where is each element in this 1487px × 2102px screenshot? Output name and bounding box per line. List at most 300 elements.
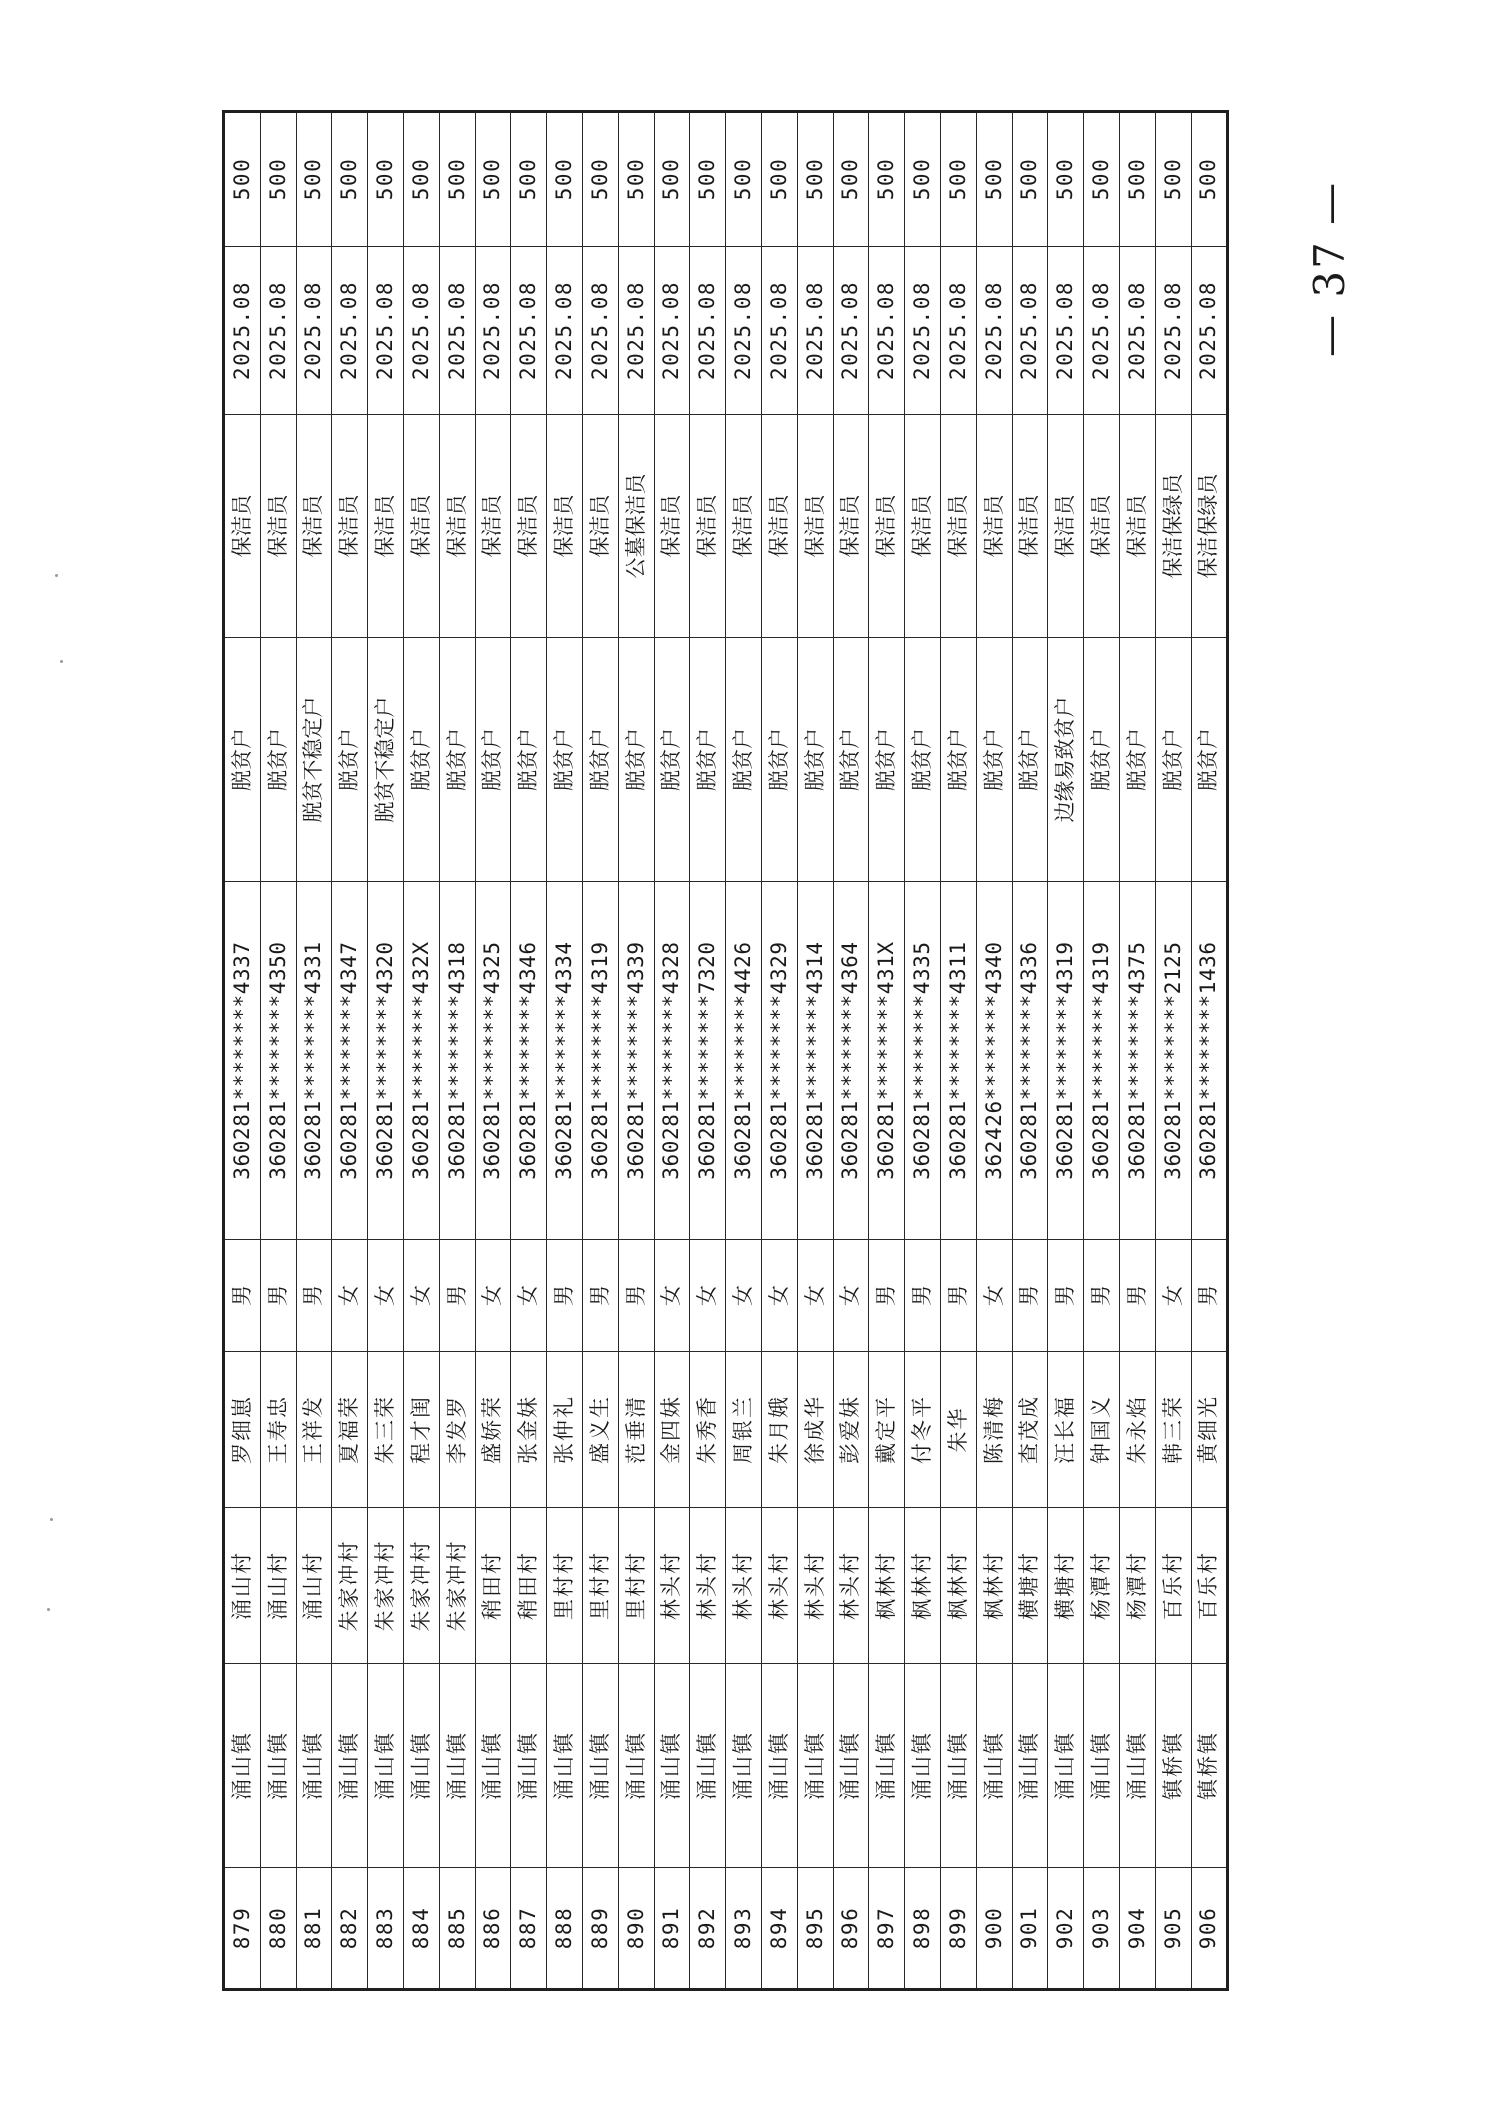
- post-cell: 保洁员: [1048, 415, 1084, 638]
- village-cell: 稍田村: [511, 1508, 547, 1664]
- town-cell: 涌山镇: [582, 1664, 618, 1868]
- town-cell: 涌山镇: [1119, 1664, 1155, 1868]
- scan-speck: [50, 1518, 53, 1521]
- amount-cell: 500: [439, 112, 475, 247]
- amount-cell: 500: [654, 112, 690, 247]
- name-cell: 朱秀香: [690, 1352, 726, 1508]
- date-cell: 2025.08: [1012, 247, 1048, 415]
- roster-body: [224, 112, 1228, 1990]
- town-cell: 涌山镇: [833, 1664, 869, 1868]
- town-cell: 涌山镇: [761, 1664, 797, 1868]
- post-cell: 保洁员: [654, 415, 690, 638]
- gender-cell: 女: [368, 1240, 404, 1352]
- town-cell: 涌山镇: [976, 1664, 1012, 1868]
- gender-cell: 女: [332, 1240, 368, 1352]
- household-category-cell: 脱贫户: [905, 638, 941, 882]
- village-cell: 林头村: [654, 1508, 690, 1664]
- household-category-cell: 脱贫户: [403, 638, 439, 882]
- date-cell: 2025.08: [690, 247, 726, 415]
- post-cell: 保洁员: [296, 415, 332, 638]
- town-cell: 涌山镇: [690, 1664, 726, 1868]
- town-cell: 涌山镇: [1048, 1664, 1084, 1868]
- table-row: [260, 112, 296, 1990]
- household-category-cell: 脱贫户: [726, 638, 762, 882]
- date-cell: 2025.08: [332, 247, 368, 415]
- date-cell: 2025.08: [1155, 247, 1191, 415]
- table-row: [797, 112, 833, 1990]
- row-number: 901: [1012, 1868, 1048, 1990]
- village-cell: 稍田村: [475, 1508, 511, 1664]
- table-row: [1119, 112, 1155, 1990]
- row-number: 895: [797, 1868, 833, 1990]
- amount-cell: 500: [260, 112, 296, 247]
- village-cell: 涌山村: [224, 1508, 261, 1664]
- date-cell: 2025.08: [1048, 247, 1084, 415]
- row-number: 906: [1191, 1868, 1228, 1990]
- town-cell: 涌山镇: [940, 1664, 976, 1868]
- village-cell: 杨潭村: [1084, 1508, 1120, 1664]
- id-number-cell: 360281********432X: [403, 882, 439, 1240]
- post-cell: 保洁员: [260, 415, 296, 638]
- name-cell: 彭爱妹: [833, 1352, 869, 1508]
- post-cell: 保洁员: [869, 415, 905, 638]
- town-cell: 涌山镇: [439, 1664, 475, 1868]
- id-number-cell: 360281********4319: [1048, 882, 1084, 1240]
- amount-cell: 500: [797, 112, 833, 247]
- town-cell: 涌山镇: [511, 1664, 547, 1868]
- id-number-cell: 360281********4339: [618, 882, 654, 1240]
- household-category-cell: 脱贫户: [511, 638, 547, 882]
- household-category-cell: 脱贫户: [439, 638, 475, 882]
- row-number: 902: [1048, 1868, 1084, 1990]
- amount-cell: 500: [475, 112, 511, 247]
- id-number-cell: 360281********431X: [869, 882, 905, 1240]
- row-number: 881: [296, 1868, 332, 1990]
- name-cell: 张金妹: [511, 1352, 547, 1508]
- village-cell: 林头村: [833, 1508, 869, 1664]
- table-row: [224, 112, 261, 1990]
- name-cell: 程才闺: [403, 1352, 439, 1508]
- id-number-cell: 360281********4334: [547, 882, 583, 1240]
- gender-cell: 女: [654, 1240, 690, 1352]
- date-cell: 2025.08: [869, 247, 905, 415]
- name-cell: 徐成华: [797, 1352, 833, 1508]
- scan-speck: [60, 660, 63, 663]
- date-cell: 2025.08: [618, 247, 654, 415]
- gender-cell: 女: [475, 1240, 511, 1352]
- id-number-cell: 360281********4314: [797, 882, 833, 1240]
- date-cell: 2025.08: [475, 247, 511, 415]
- gender-cell: 男: [1119, 1240, 1155, 1352]
- village-cell: 朱家冲村: [403, 1508, 439, 1664]
- village-cell: 百乐村: [1155, 1508, 1191, 1664]
- household-category-cell: 脱贫户: [1191, 638, 1228, 882]
- date-cell: 2025.08: [905, 247, 941, 415]
- village-cell: 枫林村: [869, 1508, 905, 1664]
- name-cell: 金四妹: [654, 1352, 690, 1508]
- town-cell: 涌山镇: [260, 1664, 296, 1868]
- row-number: 899: [940, 1868, 976, 1990]
- town-cell: 涌山镇: [296, 1664, 332, 1868]
- town-cell: 镇桥镇: [1191, 1664, 1228, 1868]
- date-cell: 2025.08: [797, 247, 833, 415]
- table-row: [368, 112, 404, 1990]
- date-cell: 2025.08: [976, 247, 1012, 415]
- table-row: [905, 112, 941, 1990]
- amount-cell: 500: [1119, 112, 1155, 247]
- name-cell: 罗细崽: [224, 1352, 261, 1508]
- post-cell: 保洁员: [475, 415, 511, 638]
- post-cell: 保洁员: [905, 415, 941, 638]
- name-cell: 王祥发: [296, 1352, 332, 1508]
- scan-speck: [47, 1608, 50, 1611]
- name-cell: 韩三荣: [1155, 1352, 1191, 1508]
- gender-cell: 女: [1155, 1240, 1191, 1352]
- row-number: 884: [403, 1868, 439, 1990]
- gender-cell: 男: [439, 1240, 475, 1352]
- post-cell: 保洁员: [690, 415, 726, 638]
- post-cell: 保洁员: [940, 415, 976, 638]
- table-row: [547, 112, 583, 1990]
- amount-cell: 500: [547, 112, 583, 247]
- table-row: [511, 112, 547, 1990]
- date-cell: 2025.08: [940, 247, 976, 415]
- household-category-cell: 脱贫户: [547, 638, 583, 882]
- row-number: 904: [1119, 1868, 1155, 1990]
- id-number-cell: 360281********4337: [224, 882, 261, 1240]
- name-cell: 范垂清: [618, 1352, 654, 1508]
- village-cell: 林头村: [690, 1508, 726, 1664]
- date-cell: 2025.08: [439, 247, 475, 415]
- household-category-cell: 脱贫户: [654, 638, 690, 882]
- gender-cell: 女: [761, 1240, 797, 1352]
- gender-cell: 男: [905, 1240, 941, 1352]
- row-number: 893: [726, 1868, 762, 1990]
- town-cell: 涌山镇: [224, 1664, 261, 1868]
- town-cell: 镇桥镇: [1155, 1664, 1191, 1868]
- post-cell: 保洁员: [224, 415, 261, 638]
- amount-cell: 500: [1048, 112, 1084, 247]
- village-cell: 百乐村: [1191, 1508, 1228, 1664]
- id-number-cell: 360281********4329: [761, 882, 797, 1240]
- village-cell: 林头村: [797, 1508, 833, 1664]
- town-cell: 涌山镇: [1012, 1664, 1048, 1868]
- name-cell: 盛娇荣: [475, 1352, 511, 1508]
- table-row: [1048, 112, 1084, 1990]
- row-number: 880: [260, 1868, 296, 1990]
- row-number: 898: [905, 1868, 941, 1990]
- gender-cell: 女: [976, 1240, 1012, 1352]
- household-category-cell: 脱贫户: [869, 638, 905, 882]
- amount-cell: 500: [726, 112, 762, 247]
- table-row: [976, 112, 1012, 1990]
- village-cell: 里村村: [582, 1508, 618, 1664]
- gender-cell: 男: [1191, 1240, 1228, 1352]
- name-cell: 朱永焰: [1119, 1352, 1155, 1508]
- roster-table: [222, 110, 1229, 1991]
- amount-cell: 500: [368, 112, 404, 247]
- table-row: [618, 112, 654, 1990]
- gender-cell: 女: [403, 1240, 439, 1352]
- row-number: 883: [368, 1868, 404, 1990]
- table-row: [582, 112, 618, 1990]
- name-cell: 李发罗: [439, 1352, 475, 1508]
- household-category-cell: 脱贫户: [224, 638, 261, 882]
- row-number: 886: [475, 1868, 511, 1990]
- id-number-cell: 360281********4375: [1119, 882, 1155, 1240]
- post-cell: 公墓保洁员: [618, 415, 654, 638]
- id-number-cell: 360281********1436: [1191, 882, 1228, 1240]
- table-row: [296, 112, 332, 1990]
- village-cell: 朱家冲村: [332, 1508, 368, 1664]
- row-number: 896: [833, 1868, 869, 1990]
- row-number: 897: [869, 1868, 905, 1990]
- gender-cell: 女: [797, 1240, 833, 1352]
- row-number: 879: [224, 1868, 261, 1990]
- town-cell: 涌山镇: [726, 1664, 762, 1868]
- town-cell: 涌山镇: [618, 1664, 654, 1868]
- amount-cell: 500: [224, 112, 261, 247]
- household-category-cell: 脱贫户: [618, 638, 654, 882]
- row-number: 903: [1084, 1868, 1120, 1990]
- village-cell: 枫林村: [905, 1508, 941, 1664]
- id-number-cell: 360281********4318: [439, 882, 475, 1240]
- row-number: 900: [976, 1868, 1012, 1990]
- post-cell: 保洁员: [439, 415, 475, 638]
- name-cell: 陈清梅: [976, 1352, 1012, 1508]
- id-number-cell: 360281********4426: [726, 882, 762, 1240]
- post-cell: 保洁员: [1012, 415, 1048, 638]
- gender-cell: 男: [260, 1240, 296, 1352]
- gender-cell: 男: [869, 1240, 905, 1352]
- village-cell: 朱家冲村: [439, 1508, 475, 1664]
- id-number-cell: 360281********7320: [690, 882, 726, 1240]
- table-row: [1155, 112, 1191, 1990]
- household-category-cell: 脱贫户: [475, 638, 511, 882]
- post-cell: 保洁员: [403, 415, 439, 638]
- amount-cell: 500: [1155, 112, 1191, 247]
- village-cell: 里村村: [547, 1508, 583, 1664]
- village-cell: 朱家冲村: [368, 1508, 404, 1664]
- post-cell: 保洁员: [1084, 415, 1120, 638]
- row-number: 891: [654, 1868, 690, 1990]
- table-row: [1084, 112, 1120, 1990]
- id-number-cell: 360281********4350: [260, 882, 296, 1240]
- date-cell: 2025.08: [1191, 247, 1228, 415]
- amount-cell: 500: [833, 112, 869, 247]
- gender-cell: 男: [1012, 1240, 1048, 1352]
- amount-cell: 500: [1084, 112, 1120, 247]
- date-cell: 2025.08: [654, 247, 690, 415]
- gender-cell: 男: [296, 1240, 332, 1352]
- date-cell: 2025.08: [260, 247, 296, 415]
- table-row: [403, 112, 439, 1990]
- post-cell: 保洁员: [833, 415, 869, 638]
- village-cell: 涌山村: [260, 1508, 296, 1664]
- household-category-cell: 脱贫户: [1084, 638, 1120, 882]
- table-row: [940, 112, 976, 1990]
- date-cell: 2025.08: [1119, 247, 1155, 415]
- amount-cell: 500: [940, 112, 976, 247]
- row-number: 885: [439, 1868, 475, 1990]
- post-cell: 保洁员: [547, 415, 583, 638]
- household-category-cell: 脱贫户: [976, 638, 1012, 882]
- id-number-cell: 360281********4320: [368, 882, 404, 1240]
- gender-cell: 女: [726, 1240, 762, 1352]
- household-category-cell: 脱贫户: [1119, 638, 1155, 882]
- post-cell: 保洁员: [797, 415, 833, 638]
- row-number: 905: [1155, 1868, 1191, 1990]
- date-cell: 2025.08: [761, 247, 797, 415]
- household-category-cell: 脱贫户: [332, 638, 368, 882]
- town-cell: 涌山镇: [403, 1664, 439, 1868]
- town-cell: 涌山镇: [797, 1664, 833, 1868]
- row-number: 890: [618, 1868, 654, 1990]
- date-cell: 2025.08: [547, 247, 583, 415]
- gender-cell: 男: [547, 1240, 583, 1352]
- village-cell: 杨潭村: [1119, 1508, 1155, 1664]
- id-number-cell: 360281********4328: [654, 882, 690, 1240]
- name-cell: 钟国义: [1084, 1352, 1120, 1508]
- household-category-cell: 脱贫户: [940, 638, 976, 882]
- household-category-cell: 脱贫户: [582, 638, 618, 882]
- post-cell: 保洁员: [761, 415, 797, 638]
- household-category-cell: 脱贫户: [260, 638, 296, 882]
- id-number-cell: 360281********4364: [833, 882, 869, 1240]
- town-cell: 涌山镇: [475, 1664, 511, 1868]
- household-category-cell: 边缘易致贫户: [1048, 638, 1084, 882]
- gender-cell: 男: [582, 1240, 618, 1352]
- household-category-cell: 脱贫不稳定户: [368, 638, 404, 882]
- amount-cell: 500: [1191, 112, 1228, 247]
- date-cell: 2025.08: [511, 247, 547, 415]
- amount-cell: 500: [332, 112, 368, 247]
- village-cell: 里村村: [618, 1508, 654, 1664]
- name-cell: 付冬平: [905, 1352, 941, 1508]
- town-cell: 涌山镇: [654, 1664, 690, 1868]
- id-number-cell: 360281********4335: [905, 882, 941, 1240]
- table-row: [332, 112, 368, 1990]
- table-row: [869, 112, 905, 1990]
- household-category-cell: 脱贫户: [761, 638, 797, 882]
- name-cell: 黄细光: [1191, 1352, 1228, 1508]
- name-cell: 王寿忠: [260, 1352, 296, 1508]
- gender-cell: 男: [1048, 1240, 1084, 1352]
- amount-cell: 500: [296, 112, 332, 247]
- village-cell: 横塘村: [1048, 1508, 1084, 1664]
- id-number-cell: 360281********4346: [511, 882, 547, 1240]
- row-number: 888: [547, 1868, 583, 1990]
- town-cell: 涌山镇: [1084, 1664, 1120, 1868]
- amount-cell: 500: [403, 112, 439, 247]
- name-cell: 戴定平: [869, 1352, 905, 1508]
- post-cell: 保洁员: [726, 415, 762, 638]
- date-cell: 2025.08: [726, 247, 762, 415]
- gender-cell: 男: [940, 1240, 976, 1352]
- village-cell: 林头村: [726, 1508, 762, 1664]
- post-cell: 保洁员: [1119, 415, 1155, 638]
- table-row: [761, 112, 797, 1990]
- gender-cell: 男: [224, 1240, 261, 1352]
- village-cell: 涌山村: [296, 1508, 332, 1664]
- page-number: — 37 —: [1305, 180, 1354, 357]
- amount-cell: 500: [905, 112, 941, 247]
- name-cell: 朱华: [940, 1352, 976, 1508]
- post-cell: 保洁员: [332, 415, 368, 638]
- name-cell: 汪长福: [1048, 1352, 1084, 1508]
- village-cell: 林头村: [761, 1508, 797, 1664]
- town-cell: 涌山镇: [547, 1664, 583, 1868]
- name-cell: 朱三荣: [368, 1352, 404, 1508]
- gender-cell: 男: [1084, 1240, 1120, 1352]
- id-number-cell: 360281********4347: [332, 882, 368, 1240]
- gender-cell: 男: [618, 1240, 654, 1352]
- town-cell: 涌山镇: [332, 1664, 368, 1868]
- row-number: 887: [511, 1868, 547, 1990]
- amount-cell: 500: [869, 112, 905, 247]
- amount-cell: 500: [582, 112, 618, 247]
- table-row: [1012, 112, 1048, 1990]
- id-number-cell: 360281********4331: [296, 882, 332, 1240]
- name-cell: 夏福荣: [332, 1352, 368, 1508]
- id-number-cell: 360281********4311: [940, 882, 976, 1240]
- name-cell: 周银兰: [726, 1352, 762, 1508]
- amount-cell: 500: [511, 112, 547, 247]
- id-number-cell: 362426********4340: [976, 882, 1012, 1240]
- id-number-cell: 360281********4319: [582, 882, 618, 1240]
- date-cell: 2025.08: [296, 247, 332, 415]
- post-cell: 保洁员: [368, 415, 404, 638]
- id-number-cell: 360281********2125: [1155, 882, 1191, 1240]
- post-cell: 保洁员: [582, 415, 618, 638]
- table-row: [726, 112, 762, 1990]
- village-cell: 横塘村: [1012, 1508, 1048, 1664]
- village-cell: 枫林村: [940, 1508, 976, 1664]
- id-number-cell: 360281********4336: [1012, 882, 1048, 1240]
- household-category-cell: 脱贫户: [1012, 638, 1048, 882]
- row-number: 882: [332, 1868, 368, 1990]
- date-cell: 2025.08: [403, 247, 439, 415]
- id-number-cell: 360281********4325: [475, 882, 511, 1240]
- name-cell: 查茂成: [1012, 1352, 1048, 1508]
- amount-cell: 500: [761, 112, 797, 247]
- name-cell: 张仲礼: [547, 1352, 583, 1508]
- date-cell: 2025.08: [1084, 247, 1120, 415]
- household-category-cell: 脱贫户: [690, 638, 726, 882]
- household-category-cell: 脱贫不稳定户: [296, 638, 332, 882]
- date-cell: 2025.08: [224, 247, 261, 415]
- amount-cell: 500: [976, 112, 1012, 247]
- village-cell: 枫林村: [976, 1508, 1012, 1664]
- amount-cell: 500: [1012, 112, 1048, 247]
- town-cell: 涌山镇: [869, 1664, 905, 1868]
- date-cell: 2025.08: [833, 247, 869, 415]
- town-cell: 涌山镇: [368, 1664, 404, 1868]
- table-row: [833, 112, 869, 1990]
- gender-cell: 女: [833, 1240, 869, 1352]
- id-number-cell: 360281********4319: [1084, 882, 1120, 1240]
- household-category-cell: 脱贫户: [833, 638, 869, 882]
- date-cell: 2025.08: [368, 247, 404, 415]
- name-cell: 盛义生: [582, 1352, 618, 1508]
- table-row: [690, 112, 726, 1990]
- row-number: 894: [761, 1868, 797, 1990]
- post-cell: 保洁保绿员: [1155, 415, 1191, 638]
- household-category-cell: 脱贫户: [797, 638, 833, 882]
- table-row: [439, 112, 475, 1990]
- household-category-cell: 脱贫户: [1155, 638, 1191, 882]
- table-row: [1191, 112, 1228, 1990]
